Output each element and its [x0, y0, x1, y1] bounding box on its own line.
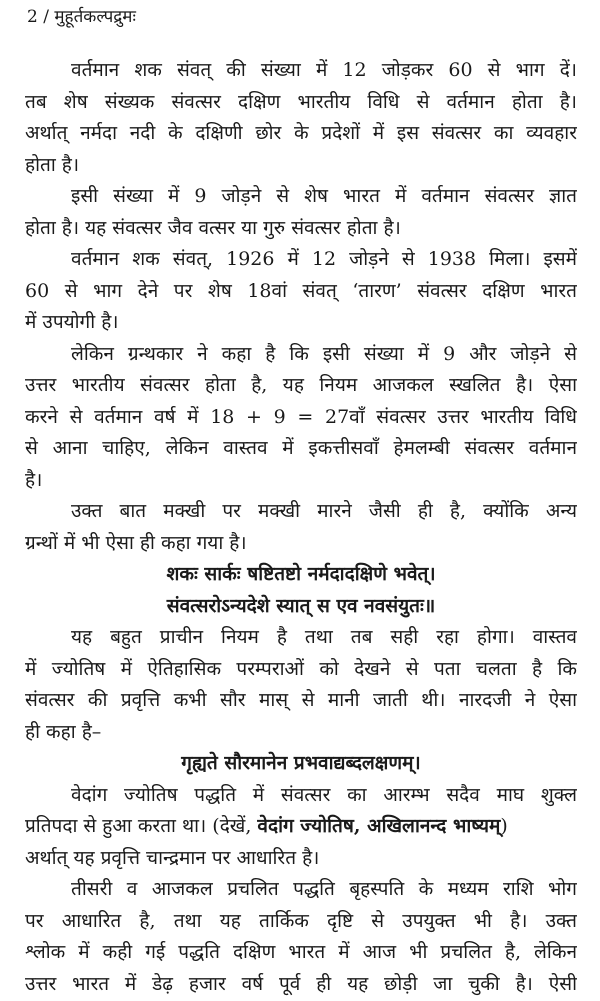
text-line: होता है। यह संवत्सर जैव वत्सर या गुरु संवत्सर होता है। [25, 216, 401, 239]
verse-line: शकः सार्कः षष्टितष्टो नर्मदादक्षिणे भवेत्। [166, 563, 436, 585]
text-span: प्रतिपदा से हुआ करता था। (देखें, [25, 815, 258, 837]
text-line: यह बहुत प्राचीन नियम है तथा तब सही रहा होगा। वास्तव [71, 626, 577, 648]
text-line: 60 से भाग देने पर शेष 18वां संवत् ‘तारण’ संवत्सर दक्षिण भारत [25, 279, 577, 302]
text-line: से आना चाहिए, लेकिन वास्तव में इकत्तीसवाँ हेमलम्बी संवत्सर वर्तमान [25, 437, 577, 459]
text-span: ) [500, 815, 508, 837]
text-line: उत्तर भारतीय संवत्सर होता है, यह नियम आजकल स्खलित है। ऐसा [25, 374, 577, 396]
text-line: पर आधारित है, तथा यह तार्किक दृष्टि से उपयुक्त भी है। उक्त [25, 909, 577, 932]
text-line: है। [25, 468, 43, 491]
text-line: अर्थात् नर्मदा नदी के दक्षिणी छोर के प्रदेशों में इस संवत्सर का व्यवहार [25, 122, 577, 144]
text-line: इसी संख्या में 9 जोड़ने से शेष भारत में वर्तमान संवत्सर ज्ञात [71, 185, 577, 207]
page-number: 2 [27, 7, 38, 27]
bold-citation: वेदांग ज्योतिष, अखिलानन्द भाष्यम् [257, 815, 501, 837]
text-line: उक्त बात मक्खी पर मक्खी मारने जैसी ही है, क्योंकि अन्य [71, 500, 577, 522]
text-line: वेदांग ज्योतिष पद्धति में संवत्सर का आरम्भ सदैव माघ शुक्ल [71, 783, 577, 806]
text-line: श्लोक में कही गई पद्धति दक्षिण भारत में आज भी प्रचलित है, लेकिन [25, 941, 577, 963]
page-body [25, 55, 577, 1000]
running-header [27, 4, 136, 27]
text-line: वर्तमान शक संवत् की संख्या में 12 जोड़कर 60 से भाग दें। [71, 59, 577, 81]
header-separator: / [43, 7, 49, 27]
verse-line: संवत्सरोऽन्यदेशे स्यात् स एव नवसंयुतः॥ [166, 594, 436, 617]
text-line: वर्तमान शक संवत्, 1926 में 12 जोड़ने से 1938 मिला। इसमें [71, 248, 577, 270]
text-line: तीसरी व आजकल प्रचलित पद्धति बृहस्पति के मध्यम राशि भोग [71, 878, 577, 900]
text-line: में उपयोगी है। [25, 311, 119, 333]
text-line: ही कहा है– [25, 720, 102, 743]
text-line: लेकिन ग्रन्थकार ने कहा है कि इसी संख्या में 9 और जोड़ने से [71, 342, 577, 365]
text-line: ग्रन्थों में भी ऐसा ही कहा गया है। [25, 531, 247, 554]
verse-line: गृह्यते सौरमानेन प्रभवाद्यब्दलक्षणम्। [181, 752, 421, 774]
text-line: उत्तर भारत में डेढ़ हजार वर्ष पूर्व ही यह छोड़ी जा चुकी है। ऐसी [25, 972, 577, 995]
text-line: में ज्योतिष में ऐतिहासिक परम्पराओं को देखने से पता चलता है कि [25, 657, 577, 680]
text-line: अर्थात् यह प्रवृत्ति चान्द्रमान पर आधारित है। [25, 846, 320, 869]
text-line: होता है। [25, 153, 80, 176]
text-line: संवत्सर की प्रवृत्ति कभी सौर मास् से मानी जाती थी। नारदजी ने ऐसा [25, 689, 577, 711]
book-title: मुहूर्तकल्पद्रुमः [54, 7, 136, 27]
text-line [25, 811, 577, 843]
text-line: करने से वर्तमान वर्ष में 18 + 9 = 27वाँ संवत्सर उत्तर भारतीय विधि [25, 405, 577, 428]
text-line: तब शेष संख्यक संवत्सर दक्षिण भारतीय विधि से वर्तमान होता है। [25, 90, 577, 113]
